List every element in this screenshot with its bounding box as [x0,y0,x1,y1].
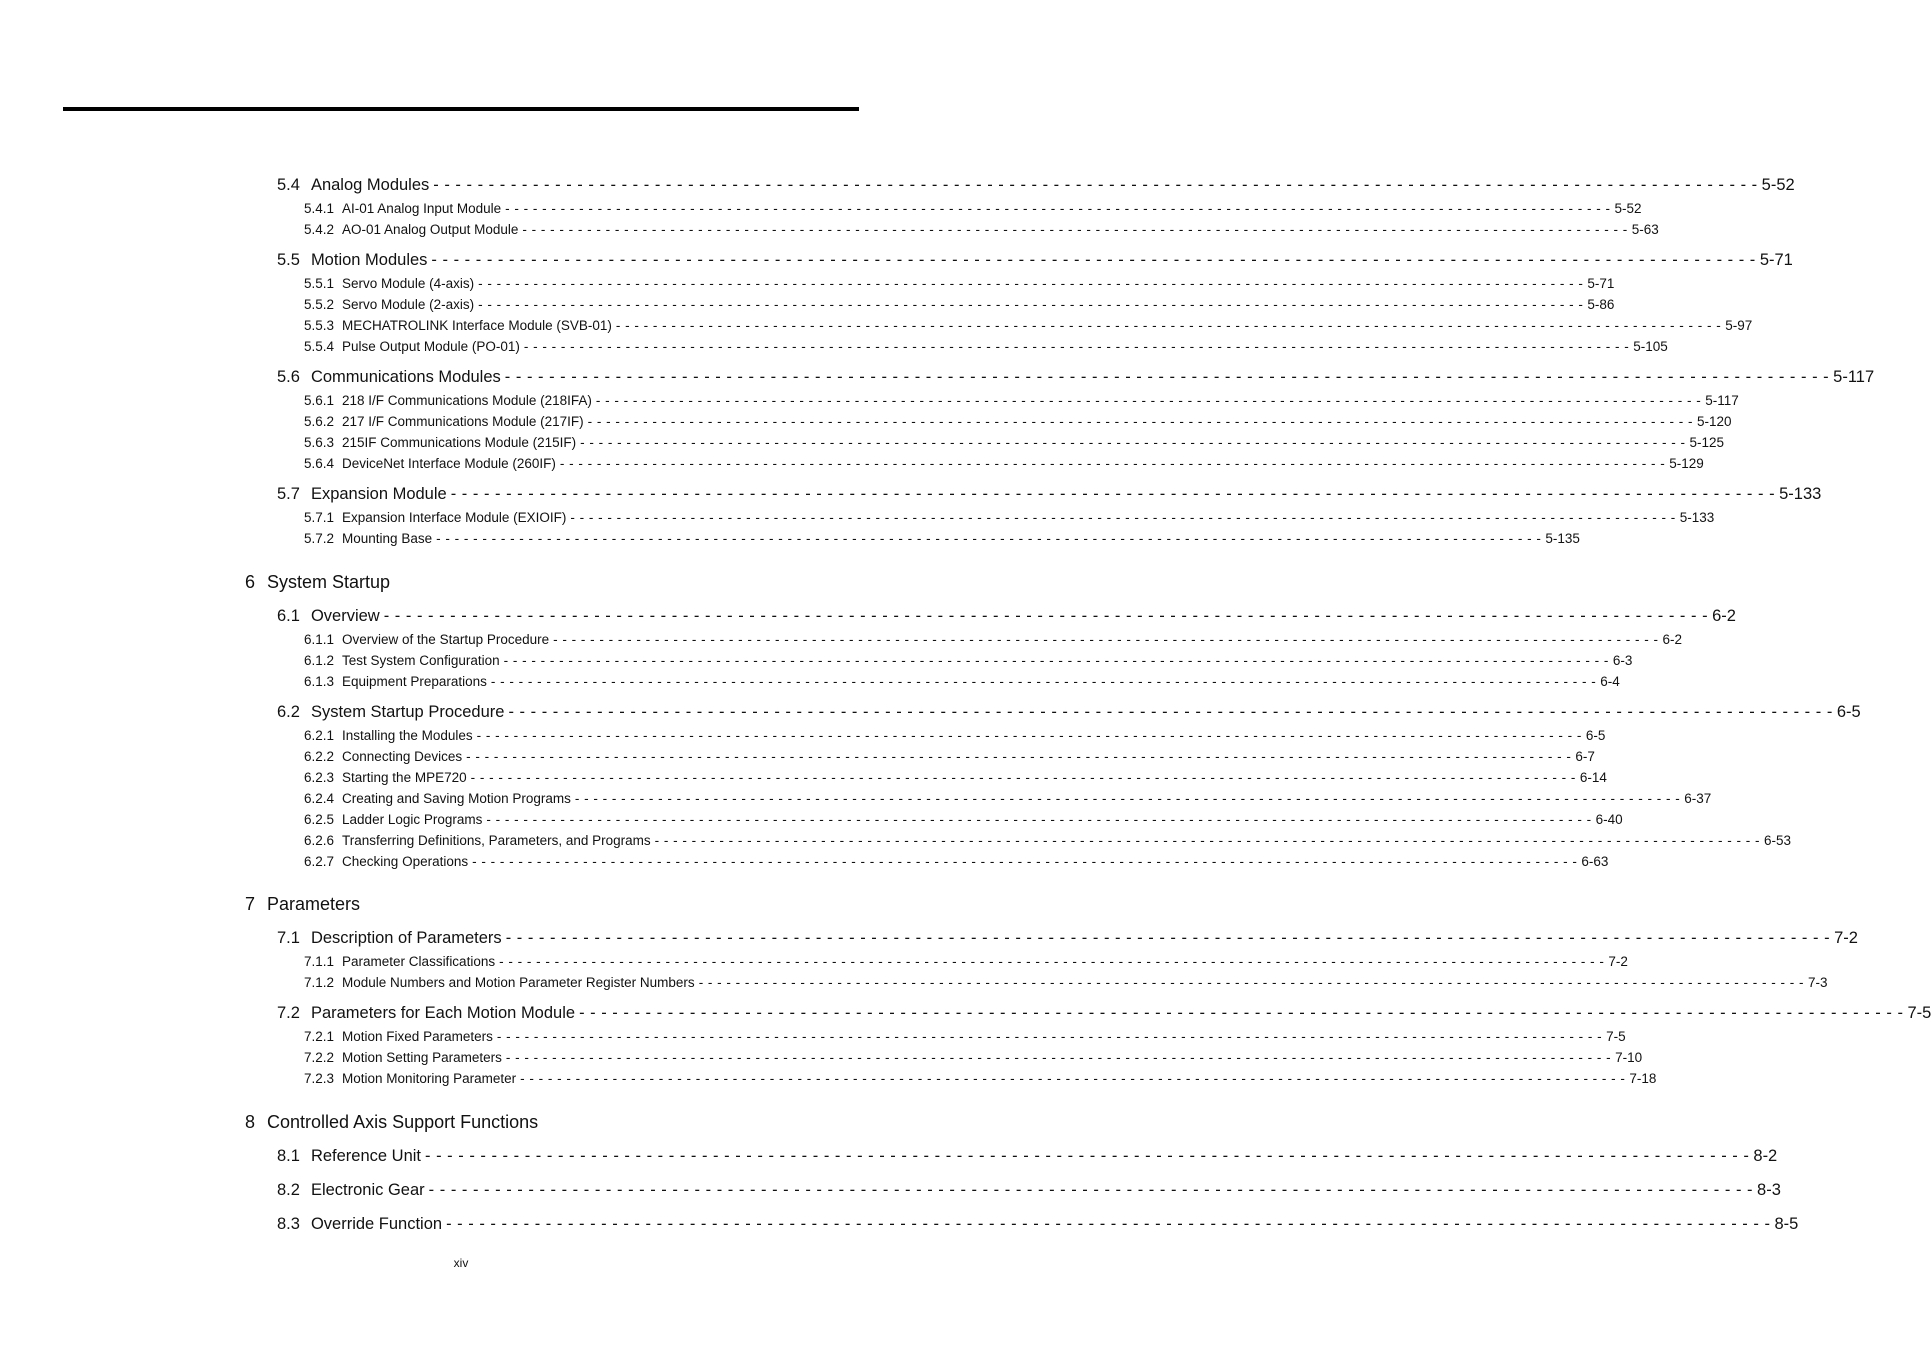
toc-entry-number: 5.4.2 [304,222,335,237]
toc-entry-title: Connecting Devices [342,749,463,764]
toc-entry-page: 5-117 [1705,393,1739,408]
dot-leader: - - - - - - - - - - - - - - - - - - - - - - - - - - - - - - - - - - - - - - - - - - - - - - - - - - - - - - - - - - - - - - - - - - - - - - - - - - - - - - - - - - - - - - - - - - - - - - - - - - - - - - - - - - - - - - - - - - - - - - - - [383,607,1709,625]
toc-entry-title: Parameter Classifications [342,954,496,969]
toc-entry-page: 7-5 [1606,1029,1626,1044]
dot-leader: - - - - - - - - - - - - - - - - - - - - - - - - - - - - - - - - - - - - - - - - - - - - - - - - - - - - - - - - - - - - - - - - - - - - - - - - - - - - - - - - - - - - - - - - - - - - - - - - - - - - - - - - - - - - - - - - - - - - - - - - [499,954,1605,969]
toc-subsection [304,222,1659,237]
toc-subsection [304,975,1828,990]
toc-entry-page: 7-3 [1808,975,1828,990]
toc-entry-title: Test System Configuration [342,653,500,668]
dot-leader: - - - - - - - - - - - - - - - - - - - - - - - - - - - - - - - - - - - - - - - - - - - - - - - - - - - - - - - - - - - - - - - - - - - - - - - - - - - - - - - - - - - - - - - - - - - - - - - - - - - - - - - - - - - - - - - - - - - - - - - - [472,854,1578,869]
toc-entry-title: Pulse Output Module (PO-01) [342,339,520,354]
dot-leader: - - - - - - - - - - - - - - - - - - - - - - - - - - - - - - - - - - - - - - - - - - - - - - - - - - - - - - - - - - - - - - - - - - - - - - - - - - - - - - - - - - - - - - - - - - - - - - - - - - - - - - - - - - - - - - - - - - - - - - - - [505,1050,1612,1065]
toc-subsection [304,812,1623,827]
dot-leader: - - - - - - - - - - - - - - - - - - - - - - - - - - - - - - - - - - - - - - - - - - - - - - - - - - - - - - - - - - - - - - - - - - - - - - - - - - - - - - - - - - - - - - - - - - - - - - - - - - - - - - - - - - - - - - - - - - - - - - - - [478,276,1584,291]
toc-entry-page: 5-133 [1779,485,1822,503]
dot-leader: - - - - - - - - - - - - - - - - - - - - - - - - - - - - - - - - - - - - - - - - - - - - - - - - - - - - - - - - - - - - - - - - - - - - - - - - - - - - - - - - - - - - - - - - - - - - - - - - - - - - - - - - - - - - - - - - - - - - - - - - [478,297,1584,312]
toc-section [277,251,1793,270]
toc-subsection [304,414,1732,429]
toc-entry-title: Electronic Gear [310,1181,425,1199]
toc-entry-page: 5-52 [1761,176,1795,194]
toc-entry-title: 217 I/F Communications Module (217IF) [342,414,584,429]
toc-entry-number: 5.6 [277,368,300,386]
toc-section [277,176,1795,195]
toc-entry-number: 8 [245,1112,256,1132]
toc-entry-title: Checking Operations [342,854,469,869]
toc-entry-title: Expansion Module [310,485,447,503]
toc-subsection [304,435,1724,450]
toc-entry-number: 7.1.1 [304,954,335,969]
toc-entry-title: DeviceNet Interface Module (260IF) [342,456,556,471]
dot-leader: - - - - - - - - - - - - - - - - - - - - - - - - - - - - - - - - - - - - - - - - - - - - - - - - - - - - - - - - - - - - - - - - - - - - - - - - - - - - - - - - - - - - - - - - - - - - - - - - - - - - - - - - - - - - - - - - - - - - - - - - [520,1071,1626,1086]
dot-leader: - - - - - - - - - - - - - - - - - - - - - - - - - - - - - - - - - - - - - - - - - - - - - - - - - - - - - - - - - - - - - - - - - - - - - - - - - - - - - - - - - - - - - - - - - - - - - - - - - - - - - - - - - - - - - - - - - - - - - - - - [486,812,1592,827]
toc-subsection [304,1029,1626,1044]
toc-entry-number: 5.6.1 [304,393,335,408]
toc-entry-title: Equipment Preparations [342,674,487,689]
toc-entry-number: 6.1.2 [304,653,335,668]
toc-entry-page: 6-40 [1595,812,1623,827]
dot-leader: - - - - - - - - - - - - - - - - - - - - - - - - - - - - - - - - - - - - - - - - - - - - - - - - - - - - - - - - - - - - - - - - - - - - - - - - - - - - - - - - - - - - - - - - - - - - - - - - - - - - - - - - - - - - - - - - - - - - - - - - [450,485,1776,503]
dot-leader: - - - - - - - - - - - - - - - - - - - - - - - - - - - - - - - - - - - - - - - - - - - - - - - - - - - - - - - - - - - - - - - - - - - - - - - - - - - - - - - - - - - - - - - - - - - - - - - - - - - - - - - - - - - - - - - - - - - - - - - - [505,929,1831,947]
dot-leader: - - - - - - - - - - - - - - - - - - - - - - - - - - - - - - - - - - - - - - - - - - - - - - - - - - - - - - - - - - - - - - - - - - - - - - - - - - - - - - - - - - - - - - - - - - - - - - - - - - - - - - - - - - - - - - - - - - - - - - - - [490,674,1597,689]
toc-entry-title: Analog Modules [310,176,430,194]
toc-entry-page: 6-2 [1662,632,1682,647]
toc-entry-number: 6 [245,572,256,592]
toc-entry-title: Parameters for Each Motion Module [310,1004,576,1022]
toc-entry-number: 6.2.7 [304,854,335,869]
toc-entry-number: 5.5 [277,251,300,269]
toc-entry-number: 5.6.4 [304,456,335,471]
dot-leader: - - - - - - - - - - - - - - - - - - - - - - - - - - - - - - - - - - - - - - - - - - - - - - - - - - - - - - - - - - - - - - - - - - - - - - - - - - - - - - - - - - - - - - - - - - - - - - - - - - - - - - - - - - - - - - - - - - - - - - - - [428,1181,1754,1199]
toc-entry-number: 5.4 [277,176,300,194]
toc-entry-number: 7.2.3 [304,1071,335,1086]
toc-entry-page: 8-5 [1774,1215,1799,1233]
toc-entry-title: System Startup [267,572,391,592]
dot-leader: - - - - - - - - - - - - - - - - - - - - - - - - - - - - - - - - - - - - - - - - - - - - - - - - - - - - - - - - - - - - - - - - - - - - - - - - - - - - - - - - - - - - - - - - - - - - - - - - - - - - - - - - - - - - - - - - - - - - - - - - [476,728,1582,743]
dot-leader: - - - - - - - - - - - - - - - - - - - - - - - - - - - - - - - - - - - - - - - - - - - - - - - - - - - - - - - - - - - - - - - - - - - - - - - - - - - - - - - - - - - - - - - - - - - - - - - - - - - - - - - - - - - - - - - - - - - - - - - - [574,791,1681,806]
toc-subsection [304,339,1668,354]
toc-entry-title: Motion Fixed Parameters [342,1029,493,1044]
toc-entry-title: Ladder Logic Programs [342,812,483,827]
toc-entry-number: 7.1.2 [304,975,335,990]
toc-entry-number: 7.1 [277,929,300,947]
toc-entry-number: 5.4.1 [304,201,335,216]
dot-leader: - - - - - - - - - - - - - - - - - - - - - - - - - - - - - - - - - - - - - - - - - - - - - - - - - - - - - - - - - - - - - - - - - - - - - - - - - - - - - - - - - - - - - - - - - - - - - - - - - - - - - - - - - - - - - - - - - - - - - - - - [436,531,1542,546]
toc-entry-page: 5-135 [1545,531,1580,546]
toc-entry-page: 6-14 [1579,770,1607,785]
toc-entry-page: 7-18 [1629,1071,1657,1086]
dot-leader: - - - - - - - - - - - - - - - - - - - - - - - - - - - - - - - - - - - - - - - - - - - - - - - - - - - - - - - - - - - - - - - - - - - - - - - - - - - - - - - - - - - - - - - - - - - - - - - - - - - - - - - - - - - - - - - - - - - - - - - - [431,251,1756,269]
toc-chapter [245,894,360,915]
toc-subsection [304,632,1682,647]
toc-entry-page: 5-63 [1631,222,1659,237]
toc-entry-number: 8.2 [277,1181,300,1199]
toc-subsection [304,674,1620,689]
toc-entry-title: Motion Modules [310,251,428,269]
toc-section [277,929,1858,948]
toc-subsection [304,854,1609,869]
toc-entry-title: Overview [310,607,380,625]
toc-entry-title: Description of Parameters [310,929,502,947]
toc-entry-title: Overview of the Startup Procedure [342,632,550,647]
toc-subsection [304,749,1595,764]
toc-entry-title: Servo Module (2-axis) [342,297,475,312]
toc-entry-page: 6-63 [1581,854,1609,869]
dot-leader: - - - - - - - - - - - - - - - - - - - - - - - - - - - - - - - - - - - - - - - - - - - - - - - - - - - - - - - - - - - - - - - - - - - - - - - - - - - - - - - - - - - - - - - - - - - - - - - - - - - - - - - - - - - - - - - - - - - - - - - - [580,435,1686,450]
toc-entry-number: 6.2.6 [304,833,335,848]
toc-entry-page: 5-117 [1833,368,1875,386]
toc-subsection [304,728,1606,743]
dot-leader: - - - - - - - - - - - - - - - - - - - - - - - - - - - - - - - - - - - - - - - - - - - - - - - - - - - - - - - - - - - - - - - - - - - - - - - - - - - - - - - - - - - - - - - - - - - - - - - - - - - - - - - - - - - - - - - - - - - - - - - - [470,770,1576,785]
dot-leader: - - - - - - - - - - - - - - - - - - - - - - - - - - - - - - - - - - - - - - - - - - - - - - - - - - - - - - - - - - - - - - - - - - - - - - - - - - - - - - - - - - - - - - - - - - - - - - - - - - - - - - - - - - - - - - - - - - - - - - - - [559,456,1666,471]
toc-entry-page: 8-3 [1757,1181,1781,1199]
toc-section [277,607,1736,626]
toc-entry-page: 6-37 [1684,791,1712,806]
toc-subsection [304,201,1642,216]
toc-entry-number: 7.2.2 [304,1050,335,1065]
toc-entry-page: 8-2 [1753,1147,1778,1165]
toc-entry-number: 7.2 [277,1004,300,1022]
toc-entry-number: 6.2 [277,703,300,721]
toc-subsection [304,833,1791,848]
dot-leader: - - - - - - - - - - - - - - - - - - - - - - - - - - - - - - - - - - - - - - - - - - - - - - - - - - - - - - - - - - - - - - - - - - - - - - - - - - - - - - - - - - - - - - - - - - - - - - - - - - - - - - - - - - - - - - - - - - - - - - - - [579,1004,1904,1022]
toc-entry-page: 6-4 [1600,674,1620,689]
toc-entry-number: 8.3 [277,1215,300,1233]
toc-entry-page: 7-10 [1615,1050,1643,1065]
toc-entry-number: 6.2.5 [304,812,335,827]
toc-subsection [304,318,1753,333]
dot-leader: - - - - - - - - - - - - - - - - - - - - - - - - - - - - - - - - - - - - - - - - - - - - - - - - - - - - - - - - - - - - - - - - - - - - - - - - - - - - - - - - - - - - - - - - - - - - - - - - - - - - - - - - - - - - - - - - - - - - - - - - [425,1147,1750,1165]
toc-entry-title: Motion Setting Parameters [342,1050,502,1065]
toc-subsection [304,531,1580,546]
toc-section [277,1215,1799,1234]
toc-chapter [245,1112,538,1133]
toc-entry-page: 5-105 [1633,339,1668,354]
toc-entry-title: Controlled Axis Support Functions [267,1112,539,1132]
toc-entry-title: Override Function [310,1215,443,1233]
toc-subsection [304,791,1712,806]
toc-entry-number: 6.2.3 [304,770,335,785]
toc-entry-title: Communications Modules [310,368,501,386]
toc-entry-title: Installing the Modules [342,728,473,743]
toc-entry-title: Servo Module (4-axis) [342,276,475,291]
dot-leader: - - - - - - - - - - - - - - - - - - - - - - - - - - - - - - - - - - - - - - - - - - - - - - - - - - - - - - - - - - - - - - - - - - - - - - - - - - - - - - - - - - - - - - - - - - - - - - - - - - - - - - - - - - - - - - - - - - - - - - - - [446,1215,1771,1233]
toc-entry-page: 5-97 [1725,318,1753,333]
toc-entry-number: 5.7.1 [304,510,335,525]
dot-leader: - - - - - - - - - - - - - - - - - - - - - - - - - - - - - - - - - - - - - - - - - - - - - - - - - - - - - - - - - - - - - - - - - - - - - - - - - - - - - - - - - - - - - - - - - - - - - - - - - - - - - - - - - - - - - - - - - - - - - - - - [587,414,1693,429]
toc-subsection [304,770,1607,785]
dot-leader: - - - - - - - - - - - - - - - - - - - - - - - - - - - - - - - - - - - - - - - - - - - - - - - - - - - - - - - - - - - - - - - - - - - - - - - - - - - - - - - - - - - - - - - - - - - - - - - - - - - - - - - - - - - - - - - - - - - - - - - - [503,653,1609,668]
dot-leader: - - - - - - - - - - - - - - - - - - - - - - - - - - - - - - - - - - - - - - - - - - - - - - - - - - - - - - - - - - - - - - - - - - - - - - - - - - - - - - - - - - - - - - - - - - - - - - - - - - - - - - - - - - - - - - - - - - - - - - - - [523,339,1630,354]
toc-entry-title: Reference Unit [310,1147,421,1165]
dot-leader: - - - - - - - - - - - - - - - - - - - - - - - - - - - - - - - - - - - - - - - - - - - - - - - - - - - - - - - - - - - - - - - - - - - - - - - - - - - - - - - - - - - - - - - - - - - - - - - - - - - - - - - - - - - - - - - - - - - - - - - - [505,201,1611,216]
toc-entry-number: 5.7 [277,485,300,503]
toc-entry-title: Motion Monitoring Parameter [342,1071,517,1086]
dot-leader: - - - - - - - - - - - - - - - - - - - - - - - - - - - - - - - - - - - - - - - - - - - - - - - - - - - - - - - - - - - - - - - - - - - - - - - - - - - - - - - - - - - - - - - - - - - - - - - - - - - - - - - - - - - - - - - - - - - - - - - - [496,1029,1603,1044]
toc-section [277,368,1875,387]
toc-entry-number: 5.5.2 [304,297,335,312]
toc-entry-number: 7 [245,894,256,914]
toc-subsection [304,276,1615,291]
toc-entry-title: Transferring Definitions, Parameters, and Programs [342,833,651,848]
toc-entry-number: 5.5.1 [304,276,335,291]
toc-entry-number: 8.1 [277,1147,300,1165]
toc-entry-page: 5-133 [1679,510,1715,525]
toc-entry-number: 5.5.4 [304,339,335,354]
toc-entry-page: 6-5 [1836,703,1861,721]
dot-leader: - - - - - - - - - - - - - - - - - - - - - - - - - - - - - - - - - - - - - - - - - - - - - - - - - - - - - - - - - - - - - - - - - - - - - - - - - - - - - - - - - - - - - - - - - - - - - - - - - - - - - - - - - - - - - - - - - - - - - - - - [595,393,1702,408]
toc-entry-page: 5-120 [1696,414,1732,429]
toc-entry-page: 6-2 [1712,607,1736,625]
dot-leader: - - - - - - - - - - - - - - - - - - - - - - - - - - - - - - - - - - - - - - - - - - - - - - - - - - - - - - - - - - - - - - - - - - - - - - - - - - - - - - - - - - - - - - - - - - - - - - - - - - - - - - - - - - - - - - - - - - - - - - - - [466,749,1572,764]
toc-entry-title: Expansion Interface Module (EXIOIF) [342,510,567,525]
toc-entry-page: 6-5 [1585,728,1606,743]
toc-subsection [304,393,1739,408]
dot-leader: - - - - - - - - - - - - - - - - - - - - - - - - - - - - - - - - - - - - - - - - - - - - - - - - - - - - - - - - - - - - - - - - - - - - - - - - - - - - - - - - - - - - - - - - - - - - - - - - - - - - - - - - - - - - - - - - - - - - - - - - [654,833,1760,848]
toc-entry-number: 5.6.3 [304,435,335,450]
dot-leader: - - - - - - - - - - - - - - - - - - - - - - - - - - - - - - - - - - - - - - - - - - - - - - - - - - - - - - - - - - - - - - - - - - - - - - - - - - - - - - - - - - - - - - - - - - - - - - - - - - - - - - - - - - - - - - - - - - - - - - - - [522,222,1628,237]
toc-entry-number: 6.1 [277,607,300,625]
dot-leader: - - - - - - - - - - - - - - - - - - - - - - - - - - - - - - - - - - - - - - - - - - - - - - - - - - - - - - - - - - - - - - - - - - - - - - - - - - - - - - - - - - - - - - - - - - - - - - - - - - - - - - - - - - - - - - - - - - - - - - - - [698,975,1804,990]
toc-entry-title: AI-01 Analog Input Module [342,201,502,216]
toc-section [277,485,1822,504]
toc-subsection [304,954,1628,969]
toc-entry-title: 218 I/F Communications Module (218IFA) [342,393,592,408]
toc-entry-title: AO-01 Analog Output Module [342,222,519,237]
dot-leader: - - - - - - - - - - - - - - - - - - - - - - - - - - - - - - - - - - - - - - - - - - - - - - - - - - - - - - - - - - - - - - - - - - - - - - - - - - - - - - - - - - - - - - - - - - - - - - - - - - - - - - - - - - - - - - - - - - - - - - - - [570,510,1676,525]
toc-entry-page: 6-3 [1612,653,1633,668]
toc-entry-title: 215IF Communications Module (215IF) [342,435,577,450]
toc-entry-number: 6.2.1 [304,728,335,743]
dot-leader: - - - - - - - - - - - - - - - - - - - - - - - - - - - - - - - - - - - - - - - - - - - - - - - - - - - - - - - - - - - - - - - - - - - - - - - - - - - - - - - - - - - - - - - - - - - - - - - - - - - - - - - - - - - - - - - - - - - - - - - - [433,176,1758,194]
toc-entry-page: 5-86 [1587,297,1615,312]
toc-entry-page: 5-129 [1669,456,1704,471]
toc-entry-page: 5-52 [1614,201,1642,216]
toc-entry-page: 5-125 [1689,435,1724,450]
toc-subsection [304,510,1715,525]
toc-subsection [304,653,1633,668]
toc-entry-title: Module Numbers and Motion Parameter Register Numbers [342,975,695,990]
dot-leader: - - - - - - - - - - - - - - - - - - - - - - - - - - - - - - - - - - - - - - - - - - - - - - - - - - - - - - - - - - - - - - - - - - - - - - - - - - - - - - - - - - - - - - - - - - - - - - - - - - - - - - - - - - - - - - - - - - - - - - - - [615,318,1722,333]
toc-entry-title: Creating and Saving Motion Programs [342,791,571,806]
dot-leader: - - - - - - - - - - - - - - - - - - - - - - - - - - - - - - - - - - - - - - - - - - - - - - - - - - - - - - - - - - - - - - - - - - - - - - - - - - - - - - - - - - - - - - - - - - - - - - - - - - - - - - - - - - - - - - - - - - - - - - - - [504,368,1830,386]
toc-entry-page: 5-71 [1759,251,1793,269]
toc-section [277,1004,1931,1023]
toc-entry-title: Mounting Base [342,531,433,546]
toc-subsection [304,1071,1657,1086]
toc-subsection [304,297,1615,312]
toc-entry-number: 5.6.2 [304,414,335,429]
toc-entry-page: 6-53 [1763,833,1791,848]
toc-entry-page: 7-2 [1608,954,1628,969]
toc-entry-title: Starting the MPE720 [342,770,467,785]
toc-entry-number: 6.2.4 [304,791,335,806]
toc-subsection [304,456,1704,471]
toc-entry-title: Parameters [267,894,361,914]
page-number: xiv [453,1256,469,1270]
toc-entry-number: 5.5.3 [304,318,335,333]
toc-chapter [245,572,390,593]
dot-leader: - - - - - - - - - - - - - - - - - - - - - - - - - - - - - - - - - - - - - - - - - - - - - - - - - - - - - - - - - - - - - - - - - - - - - - - - - - - - - - - - - - - - - - - - - - - - - - - - - - - - - - - - - - - - - - - - - - - - - - - - [508,703,1833,721]
dot-leader: - - - - - - - - - - - - - - - - - - - - - - - - - - - - - - - - - - - - - - - - - - - - - - - - - - - - - - - - - - - - - - - - - - - - - - - - - - - - - - - - - - - - - - - - - - - - - - - - - - - - - - - - - - - - - - - - - - - - - - - - [553,632,1659,647]
toc-section [277,1147,1778,1166]
toc-entry-number: 7.2.1 [304,1029,335,1044]
toc-entry-number: 6.1.3 [304,674,335,689]
toc-entry-title: MECHATROLINK Interface Module (SVB-01) [342,318,612,333]
toc-entry-page: 6-7 [1575,749,1595,764]
toc-entry-page: 7-2 [1834,929,1858,947]
toc-entry-number: 6.2.2 [304,749,335,764]
toc-entry-title: System Startup Procedure [310,703,505,721]
toc-section [277,703,1861,722]
toc-entry-number: 5.7.2 [304,531,335,546]
toc-entry-page: 7-5 [1907,1004,1931,1022]
toc-entry-number: 6.1.1 [304,632,335,647]
toc-entry-page: 5-71 [1587,276,1615,291]
toc-section [277,1181,1781,1200]
toc-subsection [304,1050,1643,1065]
